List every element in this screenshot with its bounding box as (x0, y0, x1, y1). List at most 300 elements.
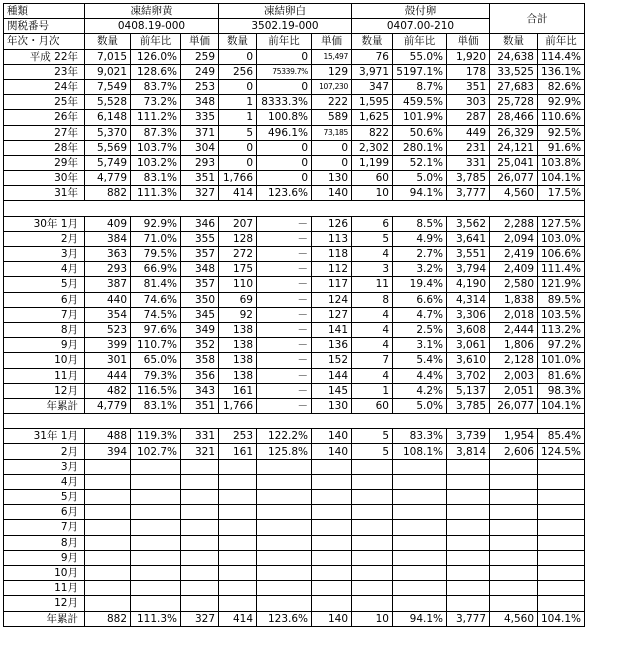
table-cell: 321 (181, 444, 219, 459)
table-cell: 259 (181, 49, 219, 64)
table-cell: 4 (352, 338, 393, 353)
table-cell: 3 (352, 262, 393, 277)
table-cell: 101.9% (393, 110, 447, 125)
table-cell: 83.1% (131, 398, 181, 413)
table-cell: 5,528 (85, 95, 131, 110)
table-cell: 10 (352, 186, 393, 201)
table-cell: 175 (219, 262, 257, 277)
table-cell: 387 (85, 277, 131, 292)
table-cell: 0 (257, 49, 312, 64)
table-cell: 15,497 (312, 49, 352, 64)
table-cell (312, 520, 352, 535)
table-cell (131, 474, 181, 489)
row-label: 24年 (4, 79, 85, 94)
annual-row (4, 110, 585, 125)
table-cell (538, 550, 585, 565)
table-cell: 4,779 (85, 171, 131, 186)
import-statistics-table (3, 3, 585, 627)
table-cell (490, 474, 538, 489)
table-cell: 3,785 (447, 398, 490, 413)
table-cell: 3,739 (447, 429, 490, 444)
table-cell: 71.0% (131, 231, 181, 246)
table-cell (312, 505, 352, 520)
table-cell: 2,051 (490, 383, 538, 398)
table-cell: 409 (85, 216, 131, 231)
table-cell: 50.6% (393, 125, 447, 140)
table-cell: 1 (219, 95, 257, 110)
table-cell: 19.4% (393, 277, 447, 292)
table-cell: 882 (85, 186, 131, 201)
table-cell: 33,525 (490, 64, 538, 79)
table-cell: 6,148 (85, 110, 131, 125)
table-cell: － (257, 383, 312, 398)
table-cell: 207 (219, 216, 257, 231)
spacer-row (4, 201, 585, 216)
table-cell (393, 565, 447, 580)
table-cell (538, 596, 585, 611)
table-cell: 129 (312, 64, 352, 79)
table-cell: － (257, 262, 312, 277)
row-label: 7月 (4, 520, 85, 535)
table-cell: 7 (352, 353, 393, 368)
table-cell: 343 (181, 383, 219, 398)
table-cell: 0 (257, 79, 312, 94)
table-cell: 110 (219, 277, 257, 292)
table-cell (257, 490, 312, 505)
table-cell (447, 474, 490, 489)
group-name-shell-egg: 殻付卵 (352, 4, 490, 19)
table-cell: 126 (312, 216, 352, 231)
table-cell: 113 (312, 231, 352, 246)
col-price: 単価 (312, 34, 352, 49)
tariff-code-shell-egg: 0407.00-210 (352, 19, 490, 34)
table-cell: 2,419 (490, 247, 538, 262)
table-cell: 52.1% (393, 155, 447, 170)
table-cell (131, 550, 181, 565)
monthly-row-2018 (4, 322, 585, 337)
table-cell: 293 (181, 155, 219, 170)
table-cell: 440 (85, 292, 131, 307)
table-cell: 301 (85, 353, 131, 368)
table-cell: 0 (312, 155, 352, 170)
table-cell: 5.0% (393, 398, 447, 413)
table-cell: 3,551 (447, 247, 490, 262)
table-cell: － (257, 247, 312, 262)
table-cell: 1,920 (447, 49, 490, 64)
table-cell: 4,779 (85, 398, 131, 413)
table-cell: 138 (219, 322, 257, 337)
table-cell: 74.6% (131, 292, 181, 307)
table-cell: 5197.1% (393, 64, 447, 79)
table-cell: 356 (181, 368, 219, 383)
header-row-columns (4, 34, 585, 49)
table-cell (85, 596, 131, 611)
table-cell: 0 (219, 49, 257, 64)
table-cell: 161 (219, 444, 257, 459)
monthly-row-2019 (4, 611, 585, 626)
row-label: 10月 (4, 353, 85, 368)
monthly-row-2018 (4, 307, 585, 322)
table-cell: 3,777 (447, 611, 490, 626)
table-cell: 73.2% (131, 95, 181, 110)
monthly-row-2018 (4, 398, 585, 413)
row-label: 年累計 (4, 398, 85, 413)
row-label: 9月 (4, 550, 85, 565)
table-cell (490, 520, 538, 535)
table-cell: 2,580 (490, 277, 538, 292)
table-cell: 140 (312, 186, 352, 201)
table-cell (447, 550, 490, 565)
table-cell: 82.6% (538, 79, 585, 94)
table-cell: 103.5% (538, 307, 585, 322)
table-cell (181, 596, 219, 611)
table-cell: 106.6% (538, 247, 585, 262)
table-cell: 2,606 (490, 444, 538, 459)
table-cell: 355 (181, 231, 219, 246)
table-cell: 357 (181, 247, 219, 262)
table-cell: 4 (352, 368, 393, 383)
table-cell: 111.2% (131, 110, 181, 125)
table-cell (447, 565, 490, 580)
table-cell (312, 550, 352, 565)
table-cell: 496.1% (257, 125, 312, 140)
table-cell: 83.1% (131, 171, 181, 186)
table-cell: 1,199 (352, 155, 393, 170)
table-cell: 111.3% (131, 611, 181, 626)
table-cell: 3,971 (352, 64, 393, 79)
table-cell: 3,610 (447, 353, 490, 368)
table-cell (312, 474, 352, 489)
table-cell: 2,288 (490, 216, 538, 231)
table-cell: 119.3% (131, 429, 181, 444)
table-cell: 8333.3% (257, 95, 312, 110)
table-cell: 5 (352, 444, 393, 459)
table-cell (393, 581, 447, 596)
table-cell: 7,015 (85, 49, 131, 64)
table-cell: 822 (352, 125, 393, 140)
monthly-row-2019 (4, 490, 585, 505)
table-cell (490, 505, 538, 520)
table-cell: 104.1% (538, 611, 585, 626)
table-cell: 113.2% (538, 322, 585, 337)
monthly-row-2019 (4, 565, 585, 580)
table-cell: 5 (219, 125, 257, 140)
table-cell: 394 (85, 444, 131, 459)
table-cell: 3,306 (447, 307, 490, 322)
table-cell: 97.2% (538, 338, 585, 353)
table-cell: 110.6% (538, 110, 585, 125)
table-cell (257, 505, 312, 520)
table-cell: 152 (312, 353, 352, 368)
table-cell (85, 490, 131, 505)
table-cell: 882 (85, 611, 131, 626)
table-cell: 94.1% (393, 611, 447, 626)
col-yoy: 前年比 (131, 34, 181, 49)
col-yoy: 前年比 (538, 34, 585, 49)
table-cell: 358 (181, 353, 219, 368)
table-cell: 94.1% (393, 186, 447, 201)
table-cell: 126.0% (131, 49, 181, 64)
table-cell: 123.6% (257, 611, 312, 626)
table-cell (538, 535, 585, 550)
table-cell (447, 490, 490, 505)
monthly-row-2018 (4, 262, 585, 277)
monthly-row-2018 (4, 231, 585, 246)
table-cell: 351 (181, 398, 219, 413)
monthly-row-2018 (4, 383, 585, 398)
row-label: 3月 (4, 247, 85, 262)
table-cell: 79.5% (131, 247, 181, 262)
table-cell: 4 (352, 307, 393, 322)
table-cell (352, 550, 393, 565)
table-cell: 3,785 (447, 171, 490, 186)
table-cell: 1 (352, 383, 393, 398)
table-cell: 6.6% (393, 292, 447, 307)
table-cell: 111.4% (538, 262, 585, 277)
table-cell: － (257, 231, 312, 246)
table-cell (490, 535, 538, 550)
table-cell (352, 474, 393, 489)
table-cell: 2,094 (490, 231, 538, 246)
table-cell: 83.7% (131, 79, 181, 94)
table-cell: 414 (219, 611, 257, 626)
table-cell: 0 (257, 140, 312, 155)
table-cell (312, 596, 352, 611)
table-cell: 1,595 (352, 95, 393, 110)
table-cell (490, 581, 538, 596)
table-cell (181, 520, 219, 535)
table-cell: 121.9% (538, 277, 585, 292)
table-cell (219, 596, 257, 611)
table-cell (352, 520, 393, 535)
monthly-row-2018 (4, 338, 585, 353)
table-cell: 5.4% (393, 353, 447, 368)
table-cell: 348 (181, 262, 219, 277)
table-cell (352, 565, 393, 580)
table-cell: 81.4% (131, 277, 181, 292)
table-cell: 3,608 (447, 322, 490, 337)
table-cell: 414 (219, 186, 257, 201)
table-cell (447, 459, 490, 474)
table-cell (219, 505, 257, 520)
table-cell: 128 (219, 231, 257, 246)
table-cell: 2,409 (490, 262, 538, 277)
table-cell: 25,728 (490, 95, 538, 110)
table-cell: 293 (85, 262, 131, 277)
table-cell (393, 490, 447, 505)
row-label: 3月 (4, 459, 85, 474)
table-cell: 128.6% (131, 64, 181, 79)
col-qty: 数量 (85, 34, 131, 49)
table-cell: 1,954 (490, 429, 538, 444)
table-cell: 8 (352, 292, 393, 307)
table-cell: 0 (257, 155, 312, 170)
monthly-row-2019 (4, 505, 585, 520)
col-price: 単価 (181, 34, 219, 49)
table-cell: 122.2% (257, 429, 312, 444)
table-cell: 116.5% (131, 383, 181, 398)
monthly-row-2019 (4, 474, 585, 489)
table-cell: 26,329 (490, 125, 538, 140)
table-cell: 92.9% (131, 216, 181, 231)
table-cell: 357 (181, 277, 219, 292)
table-cell (490, 459, 538, 474)
table-cell: 399 (85, 338, 131, 353)
col-price: 単価 (447, 34, 490, 49)
table-cell: 7,549 (85, 79, 131, 94)
monthly-row-2019 (4, 596, 585, 611)
table-cell: 272 (219, 247, 257, 262)
table-cell: 350 (181, 292, 219, 307)
table-cell (257, 474, 312, 489)
table-cell (257, 596, 312, 611)
table-cell: 249 (181, 64, 219, 79)
table-cell: 4,314 (447, 292, 490, 307)
table-cell: 24,121 (490, 140, 538, 155)
row-label: 8月 (4, 322, 85, 337)
table-cell (257, 459, 312, 474)
table-cell: 3,562 (447, 216, 490, 231)
table-cell: 17.5% (538, 186, 585, 201)
row-label: 27年 (4, 125, 85, 140)
monthly-row-2019 (4, 535, 585, 550)
table-cell: 2,003 (490, 368, 538, 383)
table-cell: 79.3% (131, 368, 181, 383)
tariff-code-egg-yolk: 0408.19-000 (85, 19, 219, 34)
row-label: 12月 (4, 596, 85, 611)
table-cell (181, 581, 219, 596)
table-cell: 5 (352, 429, 393, 444)
table-cell: 253 (181, 79, 219, 94)
table-cell: 1,625 (352, 110, 393, 125)
table-cell: 103.0% (538, 231, 585, 246)
table-cell: 253 (219, 429, 257, 444)
table-cell: 0 (257, 171, 312, 186)
table-cell: 1,838 (490, 292, 538, 307)
table-cell: 26,077 (490, 171, 538, 186)
table-cell: 104.1% (538, 398, 585, 413)
monthly-row-2018 (4, 292, 585, 307)
table-cell (393, 550, 447, 565)
table-cell (85, 535, 131, 550)
row-label: 9月 (4, 338, 85, 353)
table-cell: 384 (85, 231, 131, 246)
row-label: 4月 (4, 474, 85, 489)
table-cell: － (257, 307, 312, 322)
table-cell: 4,560 (490, 186, 538, 201)
annual-row (4, 79, 585, 94)
table-cell: 303 (447, 95, 490, 110)
table-cell: 11 (352, 277, 393, 292)
table-cell: 0 (219, 140, 257, 155)
row-label: 5月 (4, 490, 85, 505)
table-cell: 114.4% (538, 49, 585, 64)
row-label: 31年 (4, 186, 85, 201)
table-cell: 351 (447, 79, 490, 94)
col-yoy: 前年比 (257, 34, 312, 49)
table-cell: 124 (312, 292, 352, 307)
kind-label: 種類 (4, 4, 85, 19)
table-cell: 55.0% (393, 49, 447, 64)
table-cell (131, 596, 181, 611)
table-cell: 280.1% (393, 140, 447, 155)
table-cell: 345 (181, 307, 219, 322)
table-cell (538, 490, 585, 505)
col-qty: 数量 (219, 34, 257, 49)
table-cell: 4.2% (393, 383, 447, 398)
row-label: 年累計 (4, 611, 85, 626)
table-cell: 74.5% (131, 307, 181, 322)
annual-row (4, 140, 585, 155)
table-cell: 97.6% (131, 322, 181, 337)
table-cell (131, 535, 181, 550)
table-cell (181, 474, 219, 489)
table-cell (490, 596, 538, 611)
table-cell: 6 (352, 216, 393, 231)
table-cell (352, 581, 393, 596)
table-cell: 231 (447, 140, 490, 155)
row-label: 30年 1月 (4, 216, 85, 231)
table-cell: 85.4% (538, 429, 585, 444)
table-cell: 9,021 (85, 64, 131, 79)
col-qty: 数量 (352, 34, 393, 49)
table-cell: 24,638 (490, 49, 538, 64)
table-cell (131, 581, 181, 596)
table-cell: 140 (312, 429, 352, 444)
table-cell: 354 (85, 307, 131, 322)
table-cell: － (257, 368, 312, 383)
annual-row (4, 95, 585, 110)
table-cell: 8.7% (393, 79, 447, 94)
table-cell: 25,041 (490, 155, 538, 170)
annual-row (4, 171, 585, 186)
table-cell: 69 (219, 292, 257, 307)
table-cell (312, 581, 352, 596)
table-cell: 127.5% (538, 216, 585, 231)
table-cell (393, 474, 447, 489)
row-label: 12月 (4, 383, 85, 398)
table-cell (85, 550, 131, 565)
row-label: 25年 (4, 95, 85, 110)
table-cell (219, 535, 257, 550)
group-name-egg-yolk: 凍結卵黄 (85, 4, 219, 19)
table-cell: 0 (312, 140, 352, 155)
row-label: 26年 (4, 110, 85, 125)
monthly-row-2018 (4, 368, 585, 383)
annual-row (4, 186, 585, 201)
table-cell (393, 520, 447, 535)
table-cell (219, 565, 257, 580)
table-cell: 75339.7% (257, 64, 312, 79)
table-cell (85, 520, 131, 535)
table-cell (219, 581, 257, 596)
table-cell (393, 596, 447, 611)
table-cell: 256 (219, 64, 257, 79)
table-cell: 124.5% (538, 444, 585, 459)
table-cell: 161 (219, 383, 257, 398)
table-cell: 100.8% (257, 110, 312, 125)
table-cell: 87.3% (131, 125, 181, 140)
table-cell: 117 (312, 277, 352, 292)
table-cell (181, 550, 219, 565)
table-cell: 123.6% (257, 186, 312, 201)
table-cell: 2.7% (393, 247, 447, 262)
table-cell: 2,302 (352, 140, 393, 155)
row-label: 10月 (4, 565, 85, 580)
table-cell: 138 (219, 368, 257, 383)
table-cell: 488 (85, 429, 131, 444)
monthly-row-2019 (4, 459, 585, 474)
